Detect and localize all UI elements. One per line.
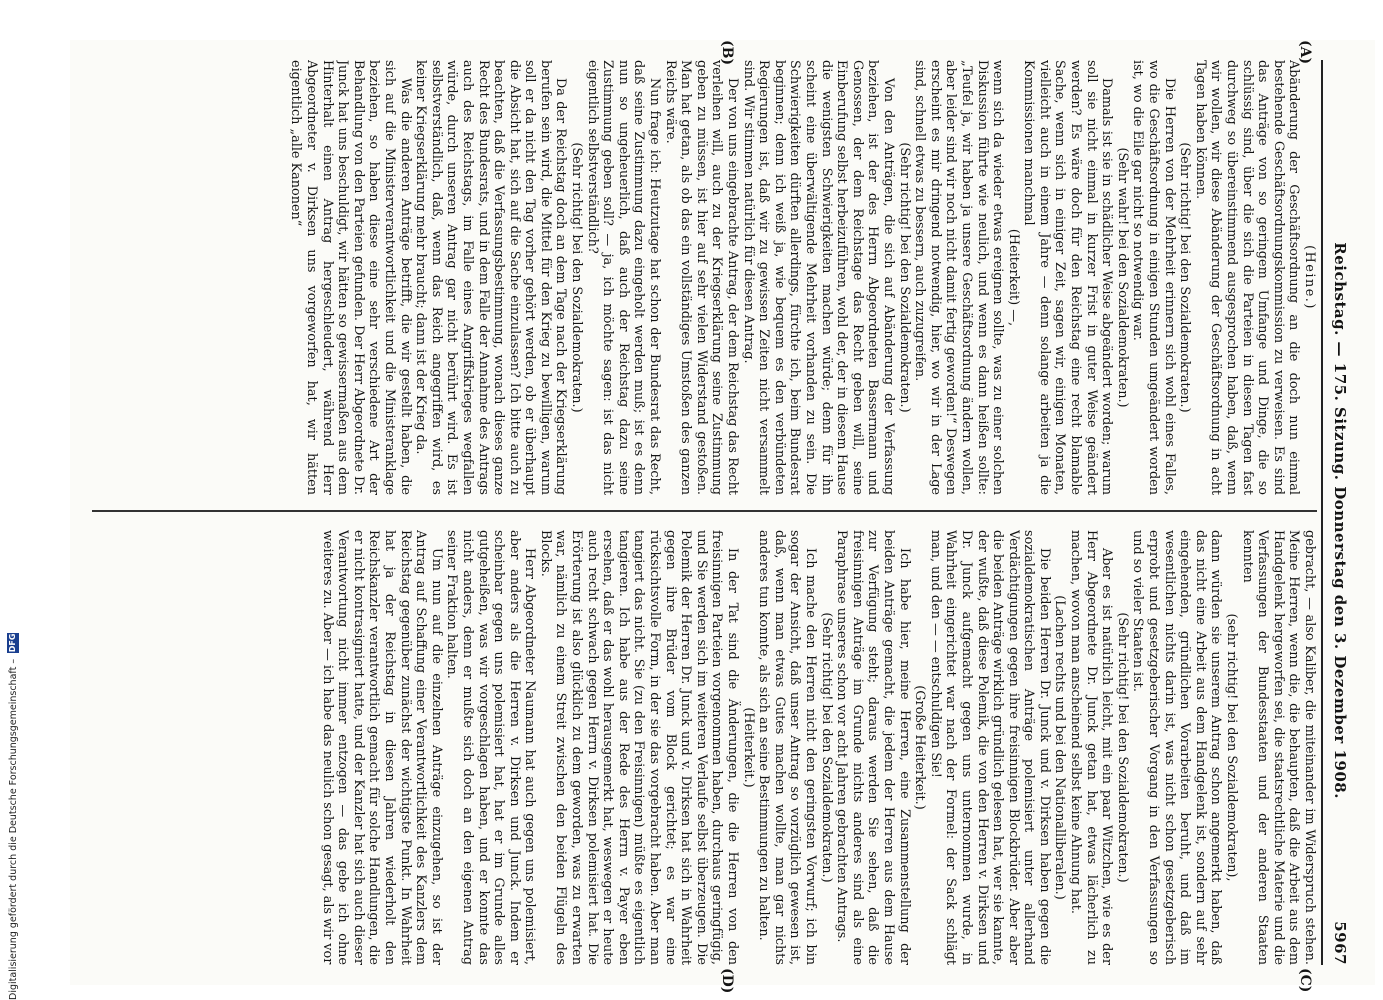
interjection: (Sehr richtig! bei den Sozialdemokraten.): [1114, 612, 1130, 883]
paragraph: Ich habe hier, meine Herren, eine Zusammenstellung der beiden Anträge gemacht, die jedem der Herren aus dem Hause zur Verfügung steht; daraus werden Sie sehen, daß die freisinnigen Anträge im Grunde nichts anderes sind als eine Paraphrase unseres schon vor acht Jahren gebrachten Antrags.: [834, 530, 912, 965]
paragraph: Von den Anträgen, die sich auf Abänderung der Verfassung beziehen, ist der des Herrn Abgeordneten Bassermann und Genossen, der dem Reichstage das Recht geben will, seine Einberufung selbst herbeizuführen, wohl der, der in diesem Hause die wenigsten Schwierigkeiten machen würde; denn für ihn scheint eine überwältigende Mehrheit vorhanden zu sein. Die Schwierigkeiten dürften allerdings, fürchte ich, beim Bundesrat beginnen; denn ich weiß ja, wie bequem es den verbündeten Regierungen ist, daß wir zu gewissen Zeiten nicht versammelt sind. Wir stimmen natürlich für diesen Antrag.: [740, 60, 896, 495]
interjection: (Sehr wahr! bei den Sozialdemokraten.): [1114, 147, 1130, 408]
interjection: (Sehr richtig! bei den Sozialdemokraten.): [818, 612, 834, 883]
page-number: 5967: [1331, 921, 1349, 965]
margin-marker-d: (D): [719, 968, 735, 994]
paragraph: Ich mache den Herren nicht den geringsten Vorwurf; ich bin sogar der Ansicht, daß unser Antrag so vorzüglich gewesen ist, daß, wenn man etwas Gutes machen wollte, man gar nichts anderes tun konnte, als sich an seine Bestimmungen zu halten.: [756, 530, 818, 965]
paragraph: Um nun auf die einzelnen Anträge einzugehen, so ist der Antrag auf Schaffung einer Verantwortlichkeit des Kanzlers dem Reichstag gegenüber zunächst der wichtigste Punkt. In Wahrheit hat ja der Reichstag in diesen Jahren wiederholt den Reichskanzler verantwortlich gemacht für solche Handlungen, die er nicht kontrasigniert hatte, und der Kanzler hat sich auch dieser Verantwortung nicht immer entzogen — das gebe ich ohne weiteres zu. Aber — ich habe das neulich schon gesagt, als wir vor: [319, 530, 444, 965]
interjection: (Heiterkeit) —,: [1005, 228, 1021, 327]
paragraph: wenn sich da wieder etwas ereignen sollte, was zu einer solchen Diskussion führte wie neulich, und wenn es dann heißen sollte: „Teufel ja, wir haben ja unsere Geschäftsordnung ändern wollen, aber leider sind wir noch nicht damit fertig geworden!“ Deswegen erscheint es mir dringend notwendig, hier, wo wir in der Lage sind, schnell etwas zu bessern, auch zuzugreifen.: [912, 60, 1006, 495]
right-column: [87, 530, 1317, 965]
margin-marker-c: (C): [1297, 968, 1313, 993]
interjection: (Heiterkeit.): [740, 707, 756, 788]
paragraph: Aber es ist natürlich leicht, mit ein paar Witzchen, wie es der Herr Abgeordnete Dr. Junck getan hat, etwas lächerlich zu machen, wovon man anscheinend selbst keine Ahnung hat.: [1068, 530, 1115, 965]
paragraph: Die Herren von der Mehrheit erinnern sich wohl eines Falles, wo die Geschäftsordnung in einigen Stunden umgeändert worden ist, wo die Eile gar nicht so notwendig war.: [1130, 60, 1177, 495]
paragraph: Der von uns eingebrachte Antrag, der dem Reichstag das Recht verleihen will, auch zu der Kriegserklärung seine Zustimmung geben zu müssen, ist hier auf sehr vielen Widerstand gestoßen. Man hat getan, als ob das ein vollständiges Umstoßen des ganzen Reichs wäre.: [662, 60, 741, 495]
paragraph: gebracht, — also Kaliber, die miteinander im Widerspruch stehen. Meine Herren, wenn die, die behaupten, daß die Arbeit aus dem Handgelenk hergeworfen sei, die staatsrechtliche Materie und die Verfassungen der Bundesstaaten und der anderen Staaten kennten: [1239, 530, 1317, 965]
digitization-footer: [6, 0, 20, 1000]
header-title: Reichstag. — 175. Sitzung. Donnerstag den 3. Dezember 1908.: [1331, 242, 1349, 799]
header-rule: [1321, 60, 1323, 965]
paragraph: In der Tat sind die Änderungen, die die Herren von den freisinnigen Parteien vorgenommen haben, durchaus geringfügig, und Sie werden sich im weiteren Verlaufe selbst überzeugen. Die Polemik der Herren Dr. Junck und v. Dirksen hat sich in Wahrheit gegen ihre Brüder vom Block gerichtet; es war eine rücksichtsvolle Form, in der sie das vorgebracht haben. Aber man tangiert das nicht. Sie (zu den Freisinnigen) müßte es eigentlich tangieren. Ich habe aus der Rede des Herrn v. Payer eben ersehen, daß er das wohl herausgemerkt hat, weswegen er heute auch recht schwach gegen Herrn v. Dirksen polemisiert hat. Die Erörterung ist also glücklich zu dem geworden, was zu erwarten war, nämlich zu einem Streit zwischen den beiden Flügeln des Blocks.: [537, 530, 741, 965]
interjection: (Lachen rechts und bei den Nationalliberalen.): [1052, 595, 1068, 900]
interjection: (Große Heiterkeit.): [912, 685, 928, 810]
scanned-page: [70, 40, 1375, 994]
footer-text: Digitalisierung gefördert durch die Deutsche Forschungsgemeinschaft –: [7, 658, 19, 1000]
interjection: (Sehr richtig! bei den Sozialdemokraten.): [1177, 142, 1193, 413]
page-header: [1325, 60, 1355, 965]
paragraph: Was die anderen Anträge betrifft, die wir gestellt haben, die sich auf die Ministerverantwortlichkeit und die Ministeranklage beziehen, so haben diese eine sehr verschiedene Art der Behandlung von den Parteien gefunden. Der Herr Abgeordnete Dr. Junck hat uns beschuldigt, wir hätten so gewissermaßen aus dem Hinterhalt einen Antrag hergeschleudert, während Herr Abgeordneter v. Dirksen uns vorgeworfen hat, wir hätten eigentlich „alle Kanonen“: [288, 60, 413, 495]
paragraph: Nun frage ich: Heutzutage hat schon der Bundesrat das Recht, daß seine Zustimmung dazu eingeholt werden muß; ist es denn nun so ungeheuerlich, daß auch der Reichstag dazu seine Zustimmung geben soll? — ja, ich möchte sagen: ist das nicht eigentlich selbstverständlich?: [584, 60, 663, 495]
paragraph: Da der Reichstag doch an dem Tage nach der Kriegserklärung berufen sein wird, die Mittel für den Krieg zu bewilligen, warum soll er da nicht den Tag vorher gehört werden, ob er überhaupt die Absicht hat, sich auf die Sache einzulassen? Ich bitte auch zu beachten, daß die Verfassungsbestimmung, wonach dieses ganze Recht des Bundesrats, und in dem Falle der Annahme des Antrags auch des Reichstags, im Falle eines Angriffskrieges wegfallen würde, durch unseren Antrag gar nicht berührt wird. Es ist selbstverständlich, daß, wenn das Reich angegriffen wird, es keiner Kriegserklärung mehr braucht; dann ist der Krieg da.: [413, 60, 569, 495]
paragraph: Die beiden Herren Dr. Junck und v. Dirksen haben gegen die sozialdemokratischen Anträge polemisiert unter allerhand Verdächtigungen gegen ihre freisinnigen Blockbrüder. Aber aber die beiden Anträge wirklich gründlich gelesen hat, wer sie kannte, der wußte, daß diese Polemik, die von den Herren v. Dirksen und Dr. Junck aufgemacht gegen uns unternommen wurde, in Wahrheit eingerichtet war nach der Formel: der Sack schlägt man, und den — — entschuldigen Sie!: [927, 530, 1052, 965]
dfg-logo: DFG: [8, 633, 17, 653]
paragraph: Herr Abgeordneter Naumann hat auch gegen uns polemisiert, aber anders als die Herren v. Dirksen und Junck. Indem er scheinbar gegen uns polemisiert hat, hat er im Grunde alles gutgeheißen, was wir vorgeschlagen haben, und er konnte das nicht anders, denn er mußte sich doch an den eigenen Antrag seiner Fraktion halten.: [444, 530, 538, 965]
interjection: (sehr richtig! bei den Sozialdemokraten),: [1224, 613, 1240, 882]
paragraph: Abänderung der Geschäftsordnung an die doch nun einmal bestehende Geschäftsordnungskommission zu verweisen. Es sind das Anträge von so geringem Umfange und Dinge, die so schlüssig sind, über die sich die Parteien in diesen Tagen fast durchweg so übereinstimmend ausgesprochen haben, daß, wenn wir wollen, wir diese Abänderung der Geschäftsordnung in acht Tagen haben können.: [1192, 60, 1302, 495]
interjection: (Sehr richtig! bei den Sozialdemokraten.): [896, 142, 912, 413]
column-separator: [92, 510, 1317, 512]
left-column: [87, 60, 1317, 495]
margin-marker-b: (B): [719, 40, 735, 66]
margin-marker-a: (A): [1297, 40, 1313, 65]
paragraph: Damals ist sie in schädlicher Weise abgeändert worden; warum soll sie nicht einmal in kurzer Frist in guter Weise geändert werden? Es wäre doch für den Reichstag eine recht blamable Sache, wenn sich in einiger Zeit, sagen wir, einigen Monaten, vielleicht auch in einem Jahre — denn solange arbeiten ja die Kommissionen manchmal: [1021, 60, 1115, 495]
interjection: (Sehr richtig! bei den Sozialdemokraten.): [569, 142, 585, 413]
speaker-name: (Heine.): [1302, 245, 1317, 310]
page-content: [70, 40, 1375, 994]
paragraph: dann würden sie unserem Antrag schon angemerkt haben, daß das nicht eine Arbeit aus dem Handgelenk ist, sondern auf sehr eingehenden, gründlichen Vorarbeiten beruht, und daß im wesentlichen nichts darin ist, was nicht schon gesetzgeberisch erprobt und gesetzgeberischer Vorgang in den Verfassungen so und so vieler Staaten ist.: [1130, 530, 1224, 965]
